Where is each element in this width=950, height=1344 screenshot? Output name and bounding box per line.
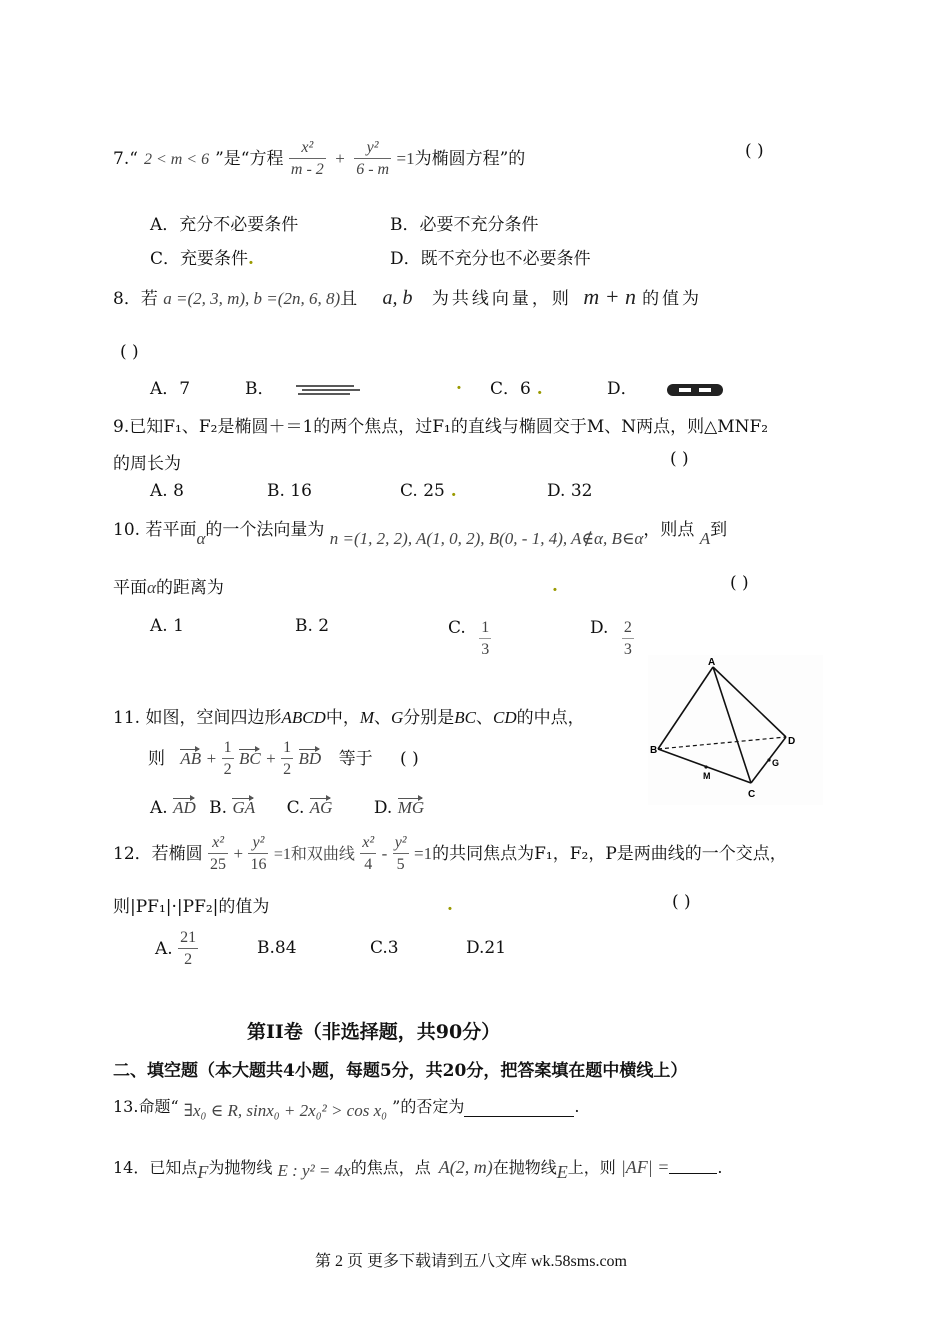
q11-options: A. AD B. GA C. AG D. MG (150, 794, 424, 818)
q7-fraction-2: $\frac{\text{y²}}{6 - m}$ (356, 139, 390, 178)
q7-stem: 7.“ 2 < m < 6 ”是“方程 $\frac{\text{x²}}{m - 2}$ + $\frac{\text{y²}}{6 - m}$ =1为椭圆方程”的 (113, 138, 525, 181)
q10-stem-line1: 10. 若平面α的一个法向量为 n =(1, 2, 2), A(1, 0, 2), B(0, - 1, 4), A∉α, B∈α，则点 A到 (113, 520, 728, 548)
q12-option-b: B.84 (257, 938, 297, 958)
q12-stem-line2: 则|PF₁|·|PF₂|的值为 (113, 897, 270, 917)
q11-stem-line1: 11. 如图，空间四边形ABCD中，M、G分别是BC、CD的中点， (113, 708, 585, 728)
q7-option-d: D．既不充分也不必要条件 (390, 249, 591, 269)
section-title: 第II卷（非选择题，共90分） (247, 1021, 501, 1043)
tetrahedron-figure (648, 655, 823, 805)
scribble-icon (294, 382, 364, 398)
label-b: B (650, 745, 658, 756)
q8-bracket: ( ) (120, 342, 139, 362)
vector-ag: AG (310, 794, 333, 818)
q7-fraction-1: $\frac{\text{x²}}{m - 2}$ (290, 139, 324, 178)
q12-stem-line1: 12．若椭圆 $\frac{\text{x²}}{25}$ + $\frac{\text{y²}}{16}$ =1和双曲线 $\frac{\text{x²}}{4}$ - $\frac{\text{y²}}{5}$ =1的共同焦点为F₁，F₂，P是两曲线的一个交点， (113, 834, 787, 873)
q10-stem-line2: 平面α的距离为 (113, 578, 224, 598)
label-g: G (772, 758, 780, 768)
q10-option-b: B. 2 (295, 616, 330, 636)
q10-option-a: A. 1 (150, 616, 184, 636)
label-a: A (708, 657, 716, 668)
answer-blank[interactable] (464, 1100, 574, 1117)
q12-bracket: ( ) (672, 892, 691, 912)
q8-option-d: D． (607, 374, 727, 399)
vector-ab: AB (180, 745, 201, 769)
q8-vectors: a =(2, 3, m), b =(2n, 6, 8) (163, 289, 341, 308)
q9-option-b: B. 16 (267, 481, 312, 501)
q9-option-a: A. 8 (150, 481, 184, 501)
q7-option-c: C．充要条件. (150, 249, 254, 269)
q13-stem: 13.命题“ ∃x₀ ∈ R, sinx₀ + 2x₀² > cos x₀ ”的否定为 . (113, 1097, 580, 1120)
vector-mg: MG (398, 794, 424, 818)
point-g (767, 758, 770, 761)
q9-stem-line1: 9.已知F₁、F₂是椭圆＋＝1的两个焦点，过F₁的直线与椭圆交于M、N两点，则△MNF₂ (113, 417, 769, 437)
q7-condition: 2 < m < 6 (143, 151, 210, 168)
label-c: C (748, 789, 756, 800)
q8-stem: 8．若 a =(2, 3, m), b =(2n, 6, 8)且 a, b 为共线向量，则 m + n 的值为 (113, 284, 703, 309)
section-heading: 二、填空题（本大题共4小题，每题5分，共20分，把答案填在题中横线上） (113, 1061, 688, 1081)
q10-bracket: ( ) (730, 573, 749, 593)
label-m: M (703, 771, 711, 781)
q8-option-a: A．7 (150, 379, 191, 399)
q8-option-b: B． (245, 374, 364, 399)
q12-option-d: D.21 (466, 938, 507, 958)
q10-dot: . (552, 576, 558, 596)
answer-blank[interactable] (669, 1163, 717, 1174)
q9-stem-line2: 的周长为 (113, 454, 181, 474)
q8-dot-1: . (456, 374, 462, 394)
q9-option-c: C. 25 . (400, 481, 457, 501)
vector-bc: BC (239, 745, 261, 769)
q7-option-b: B．必要不充分条件 (390, 215, 539, 235)
q12-dot: . (447, 895, 453, 915)
q7-bracket: ( ) (745, 141, 764, 161)
vector-ga: GA (232, 794, 255, 818)
q10-option-d: D. $\frac{2}{3}$ (590, 618, 632, 658)
q10-option-c: C. $\frac{1}{3}$ (448, 618, 490, 658)
vector-bd: BD (299, 745, 322, 769)
q7-option-a: A．充分不必要条件 (150, 215, 299, 235)
q11-stem-line2: 则 AB + $\frac{1}{2}$ BC + $\frac{1}{2}$ BD 等于 ( ) (148, 739, 419, 778)
q13-formula: ∃x₀ ∈ R, sinx₀ + 2x₀² > cos x₀ (183, 1101, 388, 1120)
q8-option-c: C．6 . (490, 379, 543, 399)
q14-stem: 14．已知点F为抛物线 E : y² = 4x的焦点，点 A(2, m)在抛物线E上，则 |AF| = . (113, 1157, 723, 1182)
label-d: D (788, 736, 796, 747)
page-footer: 第 2 页 更多下载请到五八文库 wk.58sms.com (315, 1253, 628, 1270)
q10-formula: n =(1, 2, 2), A(1, 0, 2), B(0, - 1, 4), A∉α, B∈α (329, 529, 644, 548)
q12-option-a: A. $\frac{21}{2}$ (155, 929, 197, 968)
q12-option-c: C.3 (370, 938, 399, 958)
q9-bracket: ( ) (670, 449, 689, 469)
point-m (704, 765, 707, 768)
q9-option-d: D. 32 (547, 481, 593, 501)
vector-ad: AD (173, 794, 196, 818)
scribble-icon (665, 381, 727, 399)
